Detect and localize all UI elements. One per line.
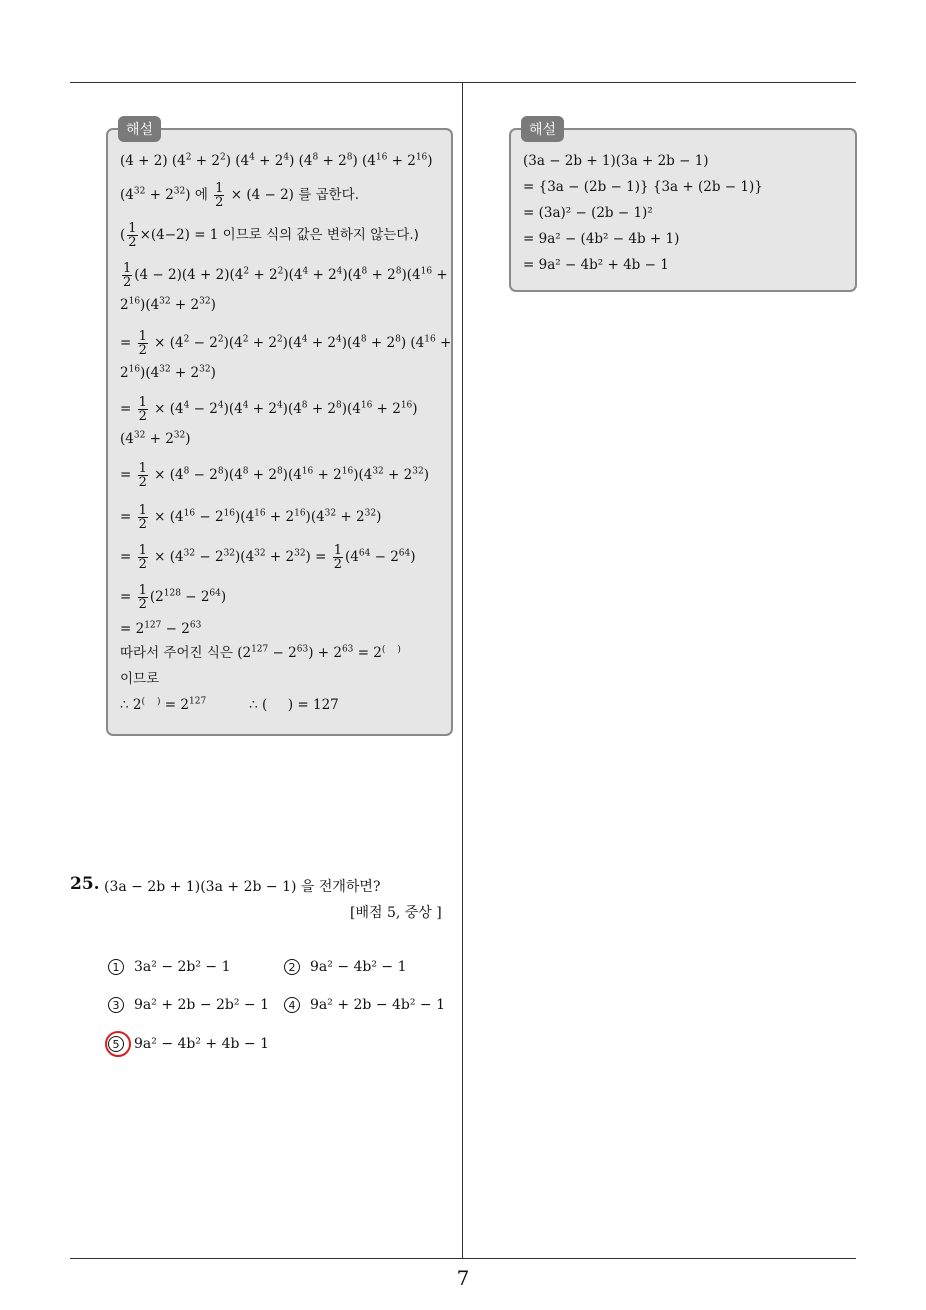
option-text: 9a² − 4b² + 4b − 1 (134, 1036, 270, 1052)
question-meta: [배점 5, 중상 ] (350, 905, 442, 921)
solution-box-left (106, 122, 453, 736)
solution-line: $(4^{32} + 2^{32})$ (120, 430, 191, 447)
solution-line: = {3a − (2b − 1)} {3a + (2b − 1)} (523, 179, 763, 195)
solution-box-right (509, 122, 857, 292)
solution-line: = 9a² − (4b² − 4b + 1) (523, 231, 680, 247)
solution-line: $\frac{1}{2}$ $(4 - 2)(4 + 2)(4^2 + 2^2)(4^4 + 2^4)(4^8 + 2^8)(4^{16}$ + (123, 261, 448, 290)
answer-option-2[interactable] (284, 959, 407, 975)
solution-line: (3a − 2b + 1)(3a + 2b − 1) (523, 153, 709, 169)
solution-line: (4 + 2) $(4^2 + 2^2) (4^4 + 2^4) (4^8 + 2^8) (4^{16} + 2^{16})$ (120, 152, 433, 169)
solution-line: $(4^{32} + 2^{32})$ 에 $\frac{1}{2}$ × (4 − 2) 를 곱한다. (120, 181, 359, 210)
solution-line: ( $\frac{1}{2}$ ×(4−2) = 1 이므로 식의 값은 변하지 않는다.) (120, 221, 419, 250)
solution-line: 따라서 주어진 식은 $(2^{127} - 2^{63}) + 2^{63} = 2^{( )}$ (120, 644, 401, 661)
solution-tag-left: 해설 (118, 116, 161, 142)
solution-line: = 9a² − 4b² + 4b − 1 (523, 257, 669, 273)
solution-line: 이므로 (120, 671, 160, 687)
option-text: 9a² + 2b − 4b² − 1 (310, 997, 446, 1013)
answer-option-5[interactable] (108, 1036, 269, 1052)
solution-line: $2^{16})(4^{32} + 2^{32})$ (120, 296, 216, 313)
solution-line: = $\frac{1}{2}$ $(2^{128} - 2^{64})$ (120, 583, 227, 612)
answer-option-4[interactable] (284, 997, 445, 1013)
option-text: 3a² − 2b² − 1 (134, 959, 231, 975)
page-number: 7 (456, 1266, 470, 1290)
solution-line: = $\frac{1}{2}$ × $(4^4 - 2^4)(4^4 + 2^4)(4^8 + 2^8)(4^{16} + 2^{16})$ (120, 395, 418, 424)
solution-line: ∴ $2^{( )} = 2^{127}$ ∴ ( ) = 127 (120, 696, 339, 713)
solution-line: = $\frac{1}{2}$ × $(4^8 - 2^8)(4^8 + 2^8)(4^{16} + 2^{16})(4^{32} + 2^{32})$ (120, 461, 429, 490)
option-number-icon: 2 (284, 959, 300, 975)
solution-line: = $\frac{1}{2}$ × $(4^{16} - 2^{16})(4^{16} + 2^{16})(4^{32} + 2^{32})$ (120, 503, 382, 532)
solution-line: $2^{16})(4^{32} + 2^{32})$ (120, 364, 216, 381)
option-number-icon: 1 (108, 959, 124, 975)
header-rule (70, 82, 856, 83)
solution-line: = (3a)² − (2b − 1)² (523, 205, 653, 221)
question-number: 25. (70, 874, 100, 894)
solution-line: = $\frac{1}{2}$ × $(4^{32} - 2^{32})(4^{32} + 2^{32})$ = $\frac{1}{2}$ $(4^{64} - 2^{64})$ (120, 543, 416, 572)
selected-answer-mark-icon (105, 1031, 131, 1057)
option-number-icon: 3 (108, 997, 124, 1013)
solution-tag-right: 해설 (521, 116, 564, 142)
question-text: (3a − 2b + 1)(3a + 2b − 1) 을 전개하면? (104, 879, 381, 895)
footer-rule (70, 1258, 856, 1259)
solution-line: = $2^{127} - 2^{63}$ (120, 620, 202, 637)
answer-option-3[interactable] (108, 997, 269, 1013)
column-divider (462, 83, 463, 1259)
option-number-icon: 4 (284, 997, 300, 1013)
option-number-icon: 5 (108, 1036, 124, 1052)
option-text: 9a² + 2b − 2b² − 1 (134, 997, 270, 1013)
solution-line: = $\frac{1}{2}$ × $(4^2 - 2^2)(4^2 + 2^2)(4^4 + 2^4)(4^8 + 2^8) (4^{16}$ + (120, 329, 452, 358)
option-text: 9a² − 4b² − 1 (310, 959, 407, 975)
answer-option-1[interactable] (108, 959, 231, 975)
